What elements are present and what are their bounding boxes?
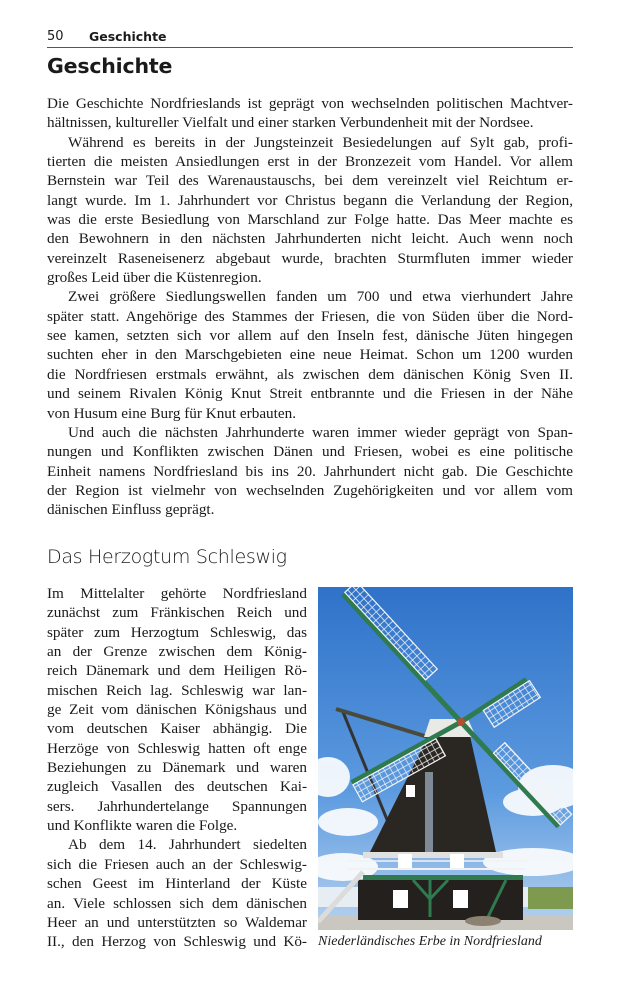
section-heading: Das Herzogtum Schleswig — [47, 546, 287, 568]
text-line: vereinzelt Raseneisenerz abgebaut wurde, brachten Sturmfluten immer wieder — [47, 249, 573, 267]
page-title: Geschichte — [47, 54, 173, 78]
text-line: der Region ist vielmehr von wechselnden Zugehörigkeiten und vor allem vom — [47, 481, 573, 499]
running-head-section: Geschichte — [89, 29, 167, 44]
figure-caption: Niederländisches Erbe in Nordfriesland — [318, 934, 542, 949]
text-line: Bernstein war Teil des Warenaustauschs, bei dem vereinzelt viel Reichtum er- — [47, 172, 573, 190]
text-line: vom deutschen Kaiser abhängig. Die — [47, 720, 307, 738]
text-line: an. Viele schlossen sich dem dänischen — [47, 894, 307, 912]
text-line: an der Grenze zwischen dem König- — [47, 643, 307, 661]
text-line: Im Mittelalter gehörte Nordfriesland — [47, 585, 307, 602]
text-line: mischen Reich lag. Schleswig war lan- — [47, 681, 307, 699]
text-line: II., den Herzog von Schleswig und Kö- — [47, 933, 307, 951]
text-line: zugleich Vasallen des deutschen Kai- — [47, 778, 307, 796]
text-line: sers. Jahrhundertelange Spannungen — [47, 797, 307, 815]
text-line: ge Zeit vom dänischen Königshaus und — [47, 701, 307, 719]
text-line: später statt. Angehörige des Stammes der Friesen, die von Süden über die Nord- — [47, 307, 573, 325]
text-line: sich die Friesen auch an der Schleswig- — [47, 855, 307, 873]
running-head — [47, 28, 573, 48]
text-line: Die Geschichte Nordfrieslands ist geprägt von wechselnden politischen Machtver- — [47, 95, 573, 112]
text-line: see kamen, setzten sich vor allem auf den Inseln fest, dänische Jüten hingegen — [47, 327, 573, 345]
text-line: tierten die meisten Ansiedlungen erst in der Bronzezeit vom Handel. Vor allem — [47, 153, 573, 171]
text-line: suchten eher in den Marschgebieten eine neue Heimat. Schon um 1200 wurden — [47, 346, 573, 364]
text-line: von Husum eine Burg für Knut erbauten. — [47, 404, 296, 422]
text-line: Einheit namens Nordfriesland bis ins 20. Jahrhundert nicht gab. Die Geschichte — [47, 462, 573, 480]
windmill-photo — [318, 587, 573, 930]
section-text — [47, 584, 307, 952]
text-line: Heer an und unterstützten so Waldemar — [47, 913, 307, 931]
text-line: den Bewohnern in den nächsten Jahrhunderten nicht leicht. Auch wenn noch — [47, 230, 573, 248]
text-line: Zwei größere Siedlungswellen fanden um 700 und etwa vierhundert Jahre — [68, 288, 573, 306]
text-line: schen Geest im Hinterland der Küste — [47, 875, 307, 893]
text-line: Herzöge von Schleswig hatten oft enge — [47, 739, 307, 757]
text-line: dänischen Einfluss geprägt. — [47, 501, 215, 519]
text-line: später zum Herzogtum Schleswig, das — [47, 623, 307, 641]
text-line: zunächst zum Fränkischen Reich und — [47, 604, 307, 622]
text-line: großes Leid über die Küstenregion. — [47, 269, 262, 287]
text-line: Ab dem 14. Jahrhundert siedelten — [68, 836, 307, 854]
text-line: langt wurde. Im 1. Jahrhundert vor Christus begann die Verlandung der Region, — [47, 191, 573, 209]
intro-text — [47, 94, 573, 520]
text-line: nungen und Konflikten zwischen Dänen und Friesen, wobei es eine politische — [47, 443, 573, 461]
text-line: und Konflikte waren die Folge. — [47, 817, 238, 835]
text-line: reich Dänemark und dem Heiligen Rö- — [47, 662, 307, 680]
text-line: Während es bereits in der Jungsteinzeit Besiedelungen auf Sylt gab, profi- — [68, 133, 573, 151]
text-line: Beziehungen zu Dänemark und waren — [47, 759, 307, 777]
page-number: 50 — [47, 29, 64, 44]
text-line: Und auch die nächsten Jahrhunderte waren immer wieder geprägt von Span- — [68, 423, 573, 441]
text-line: und seinem Rivalen König Knut Streit entbrannte und die Friesen in der Nähe — [47, 385, 573, 403]
text-line: hältnissen, kultureller Vielfalt und einer starken Verbundenheit mit der Nordsee. — [47, 114, 534, 132]
windmill-image — [318, 587, 573, 930]
text-line: die Nordfriesen erstmals erwähnt, als zwischen dem dänischen König Sven II. — [47, 365, 573, 383]
text-line: was die erste Besiedlung von Marschland zur Folge hatte. Das Meer machte es — [47, 211, 573, 229]
